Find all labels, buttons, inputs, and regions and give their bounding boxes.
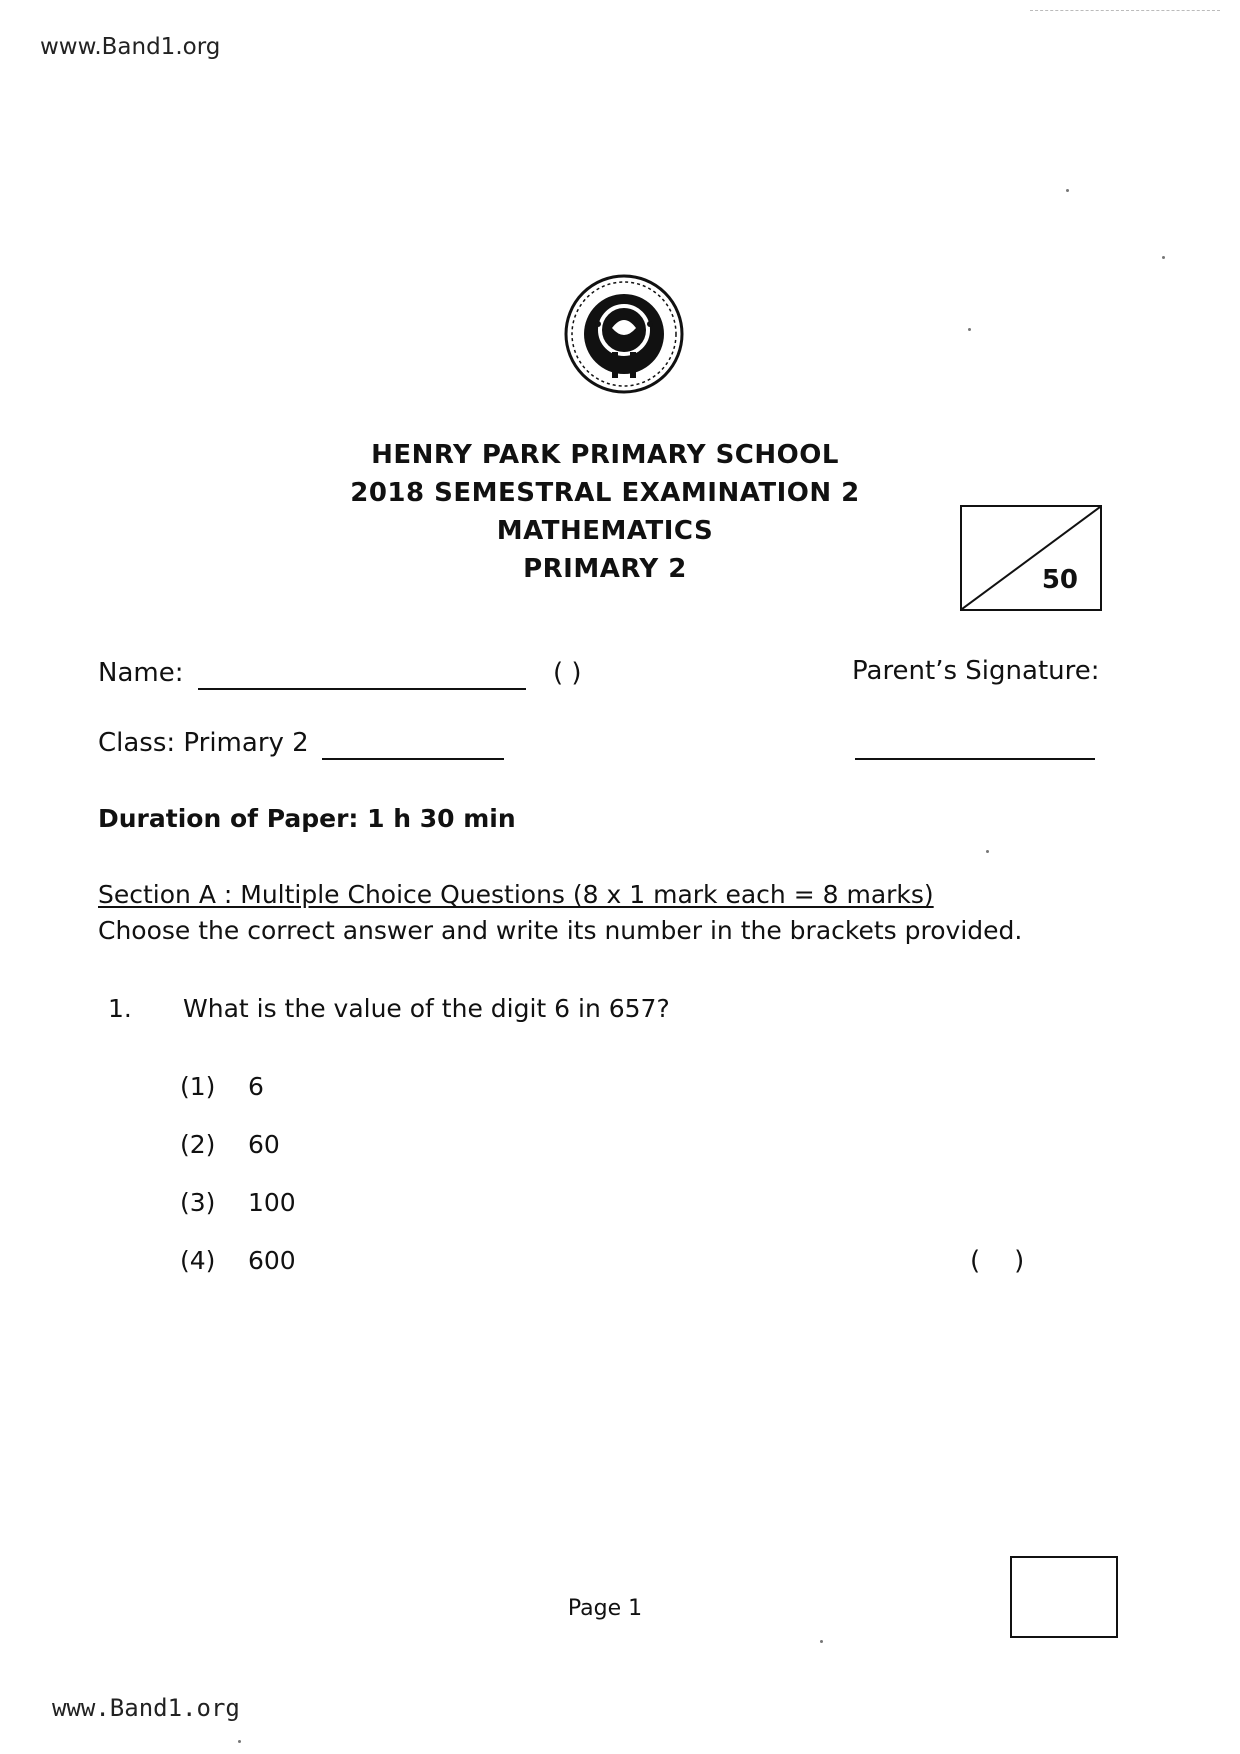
watermark-bottom: www.Band1.org [52,1694,240,1722]
score-total: 50 [1041,565,1078,595]
scan-speck [1162,256,1165,259]
duration-of-paper: Duration of Paper: 1 h 30 min [98,804,516,833]
name-input-line[interactable] [198,688,526,690]
option-1 [180,1072,264,1101]
question-number: 1. [108,994,132,1023]
answer-brackets[interactable]: () [970,1246,1059,1276]
index-number-brackets[interactable]: ( ) [553,658,582,688]
parent-signature-label: Parent’s Signature: [852,656,1100,686]
page-number: Page 1 [567,1596,643,1621]
option-2 [180,1130,280,1159]
option-number: (1) [180,1072,216,1101]
option-number: (2) [180,1130,216,1159]
option-value: 600 [248,1246,296,1275]
question-text: What is the value of the digit 6 in 657? [183,994,670,1023]
section-title: Section A : Multiple Choice Questions (8 x 1 mark each = 8 marks) [98,880,934,909]
scan-speck [820,1640,823,1643]
option-number: (4) [180,1246,216,1275]
score-diagonal [962,507,1100,609]
section-instruction: Choose the correct answer and write its number in the brackets provided. [98,916,1023,945]
option-number: (3) [180,1188,216,1217]
class-input-line[interactable] [322,758,504,760]
option-3 [180,1188,296,1217]
exam-title: 2018 SEMESTRAL EXAMINATION 2 [350,478,860,508]
class-label: Class: Primary 2 [98,728,309,758]
scan-speck [986,850,989,853]
page-mark-box[interactable] [1010,1556,1118,1638]
scan-speck [238,1740,241,1743]
watermark-top: www.Band1.org [40,34,221,60]
scan-speck [968,328,971,331]
option-value: 100 [248,1188,296,1217]
scan-speck [1066,189,1069,192]
total-score-box[interactable] [960,505,1102,611]
school-crest-icon [562,272,686,396]
option-value: 6 [248,1072,264,1101]
parent-signature-line[interactable] [855,758,1095,760]
option-4 [180,1246,296,1275]
school-name: HENRY PARK PRIMARY SCHOOL [371,440,839,470]
option-value: 60 [248,1130,280,1159]
scan-artifact-line [1030,10,1220,11]
name-label: Name: [98,658,184,688]
level-title: PRIMARY 2 [523,554,687,584]
subject-title: MATHEMATICS [496,516,714,546]
